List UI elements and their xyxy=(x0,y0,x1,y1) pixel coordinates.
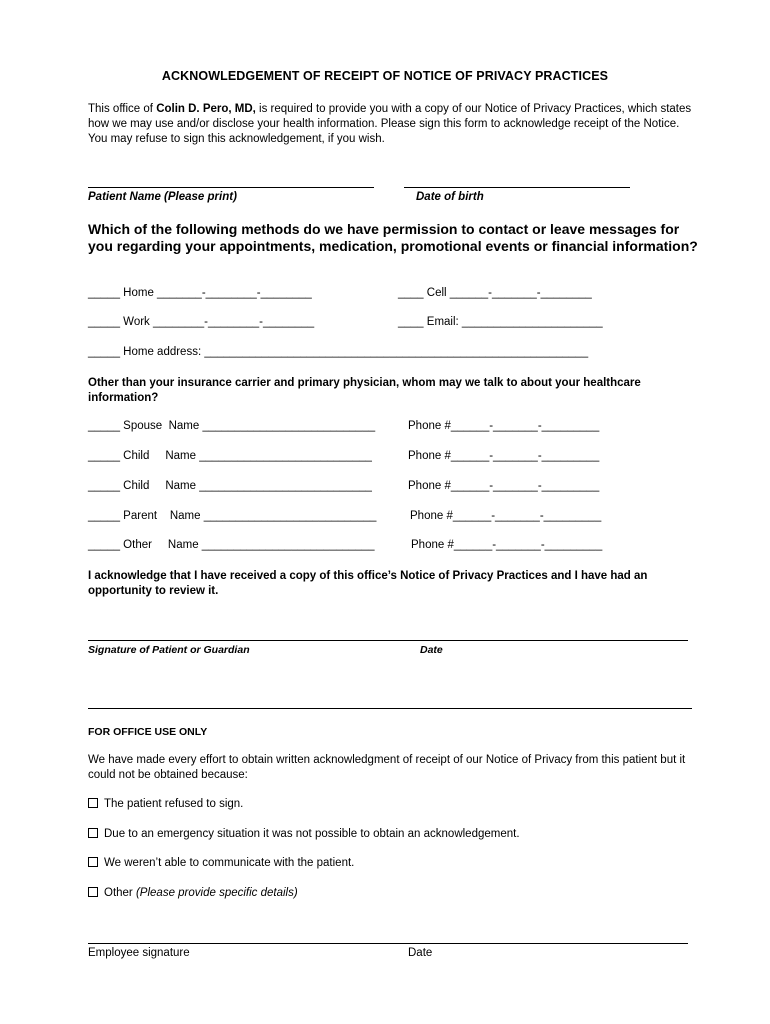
signature-line[interactable] xyxy=(88,640,688,641)
checkbox-icon[interactable] xyxy=(88,857,98,867)
patient-name-label: Patient Name (Please print) xyxy=(88,191,237,203)
reason-other-note: (Please provide specific details) xyxy=(135,887,298,899)
spouse-phone-field[interactable]: Phone #______-_______-_________ xyxy=(408,420,600,432)
intro-paragraph xyxy=(88,102,700,147)
cell-phone-field[interactable]: ____ Cell ______-_______-________ xyxy=(398,287,592,299)
reason-communicate-label: We weren’t able to communicate with the patient. xyxy=(104,857,355,869)
reason-communicate[interactable] xyxy=(88,857,354,869)
reason-other[interactable] xyxy=(88,887,298,899)
patient-name-line[interactable] xyxy=(88,187,374,188)
checkbox-icon[interactable] xyxy=(88,887,98,897)
work-phone-field[interactable]: _____ Work ________-________-________ xyxy=(88,316,315,328)
office-use-heading: FOR OFFICE USE ONLY xyxy=(88,726,208,738)
dob-line[interactable] xyxy=(404,187,630,188)
reason-emergency[interactable] xyxy=(88,828,520,840)
doctor-name: Colin D. Pero, MD, xyxy=(156,103,256,115)
home-address-field[interactable]: _____ Home address: ____________________________________________________________ xyxy=(88,346,589,358)
child1-phone-field[interactable]: Phone #______-_______-_________ xyxy=(408,450,600,462)
email-field[interactable]: ____ Email: ______________________ xyxy=(398,316,603,328)
employee-date-label: Date xyxy=(408,947,433,959)
child2-phone-field[interactable]: Phone #______-_______-_________ xyxy=(408,480,600,492)
other-contacts-question: Other than your insurance carrier and primary physician, whom may we talk to about your healthcare information? xyxy=(88,377,641,404)
reason-other-label: Other xyxy=(104,887,136,899)
page-title: ACKNOWLEDGEMENT OF RECEIPT OF NOTICE OF PRIVACY PRACTICES xyxy=(161,69,609,83)
spouse-name-field[interactable]: _____ Spouse Name ___________________________ xyxy=(88,420,376,432)
home-phone-field[interactable]: _____ Home _______-________-________ xyxy=(88,287,312,299)
child1-name-field[interactable]: _____ Child Name ___________________________ xyxy=(88,450,372,462)
parent-phone-field[interactable]: Phone #______-_______-_________ xyxy=(410,510,602,522)
employee-signature-label: Employee signature xyxy=(88,947,190,959)
child2-name-field[interactable]: _____ Child Name ___________________________ xyxy=(88,480,372,492)
reason-refused-label: The patient refused to sign. xyxy=(104,798,244,810)
signature-date-label: Date xyxy=(420,644,443,656)
reason-emergency-label: Due to an emergency situation it was not possible to obtain an acknowledgement. xyxy=(104,828,520,840)
checkbox-icon[interactable] xyxy=(88,828,98,838)
section-divider xyxy=(88,708,692,709)
parent-name-field[interactable]: _____ Parent Name ___________________________ xyxy=(88,510,377,522)
office-explanation: We have made every effort to obtain written acknowledgment of receipt of our Notice of Privacy from this patient but it could not be obtained because: xyxy=(88,754,686,781)
other-name-field[interactable]: _____ Other Name ___________________________ xyxy=(88,539,375,551)
checkbox-icon[interactable] xyxy=(88,798,98,808)
reason-refused[interactable] xyxy=(88,798,243,810)
other-phone-field[interactable]: Phone #______-_______-_________ xyxy=(411,539,603,551)
acknowledgement-statement: I acknowledge that I have received a copy of this office’s Notice of Privacy Practices and I have had an opportunity to review it. xyxy=(88,570,648,597)
dob-label: Date of birth xyxy=(416,191,484,203)
intro-pre: This office of xyxy=(88,103,157,115)
signature-label: Signature of Patient or Guardian xyxy=(88,644,250,656)
intro-post: is required to provide you with a copy of our Notice of Privacy Practices, which states how we may use and/or disclose your health information. Please sign this form to acknowledge receipt of the Notice. You may refuse to sign this acknowledgement, if you wish. xyxy=(88,103,692,145)
employee-signature-line[interactable] xyxy=(88,943,688,944)
contact-question: Which of the following methods do we have permission to contact or leave messages for you regarding your appointments, medication, promotional events or financial information? xyxy=(88,221,698,254)
